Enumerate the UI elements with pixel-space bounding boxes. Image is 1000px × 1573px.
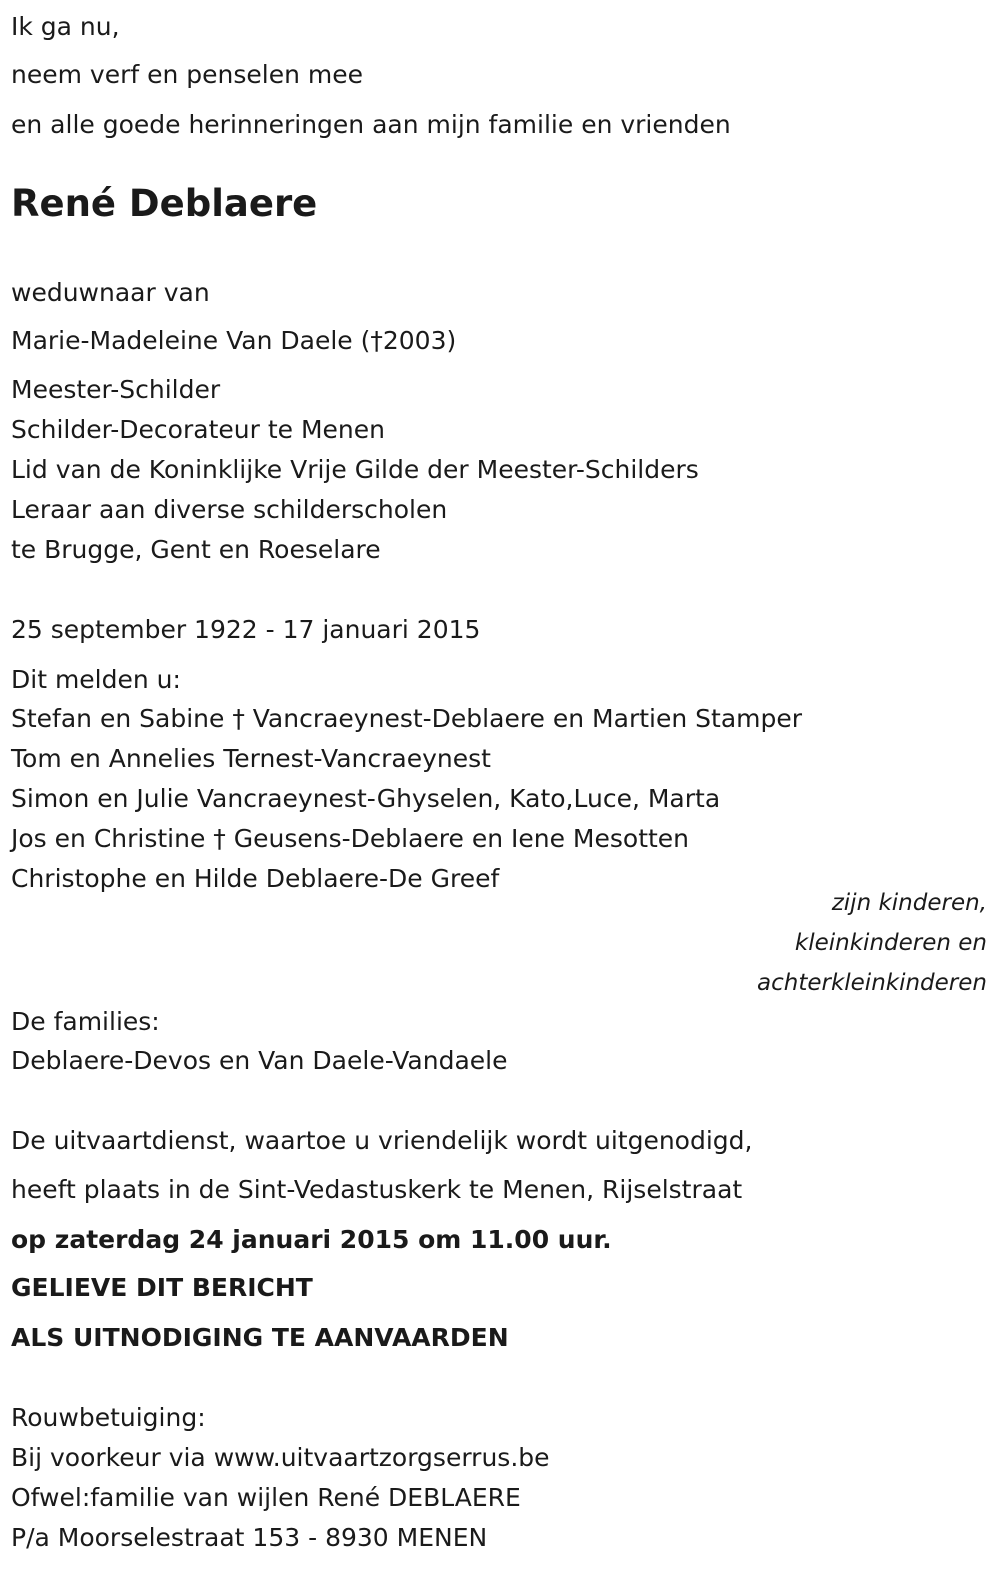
poem-line-3: en alle goede herinneringen aan mijn familie en vrienden <box>11 110 731 139</box>
condolence-intro: Rouwbetuiging: <box>11 1403 206 1432</box>
announcer-line-1: Stefan en Sabine † Vancraeynest-Deblaere en Martien Stamper <box>11 704 803 733</box>
title-line-4: Leraar aan diverse schilderscholen <box>11 495 448 524</box>
poem-line-1: Ik ga nu, <box>11 12 120 41</box>
announcer-line-4: Jos en Christine † Geusens-Deblaere en Iene Mesotten <box>11 824 690 853</box>
service-line-2: heeft plaats in de Sint-Vedastuskerk te Menen, Rijselstraat <box>11 1175 743 1204</box>
announcer-line-5: Christophe en Hilde Deblaere-De Greef <box>11 864 500 893</box>
title-line-2: Schilder-Decorateur te Menen <box>11 415 385 444</box>
service-line-1: De uitvaartdienst, waartoe u vriendelijk wordt uitgenodigd, <box>11 1126 753 1155</box>
announcers-intro: Dit melden u: <box>11 665 181 694</box>
relation-line-3: achterkleinkinderen <box>757 970 987 996</box>
spouse-name: Marie-Madeleine Van Daele (†2003) <box>11 326 457 355</box>
life-dates: 25 september 1922 - 17 januari 2015 <box>11 615 481 644</box>
deceased-name: René Deblaere <box>11 182 318 225</box>
families-intro: De families: <box>11 1007 160 1036</box>
relation-line-1: zijn kinderen, <box>831 890 987 916</box>
announcer-line-3: Simon en Julie Vancraeynest-Ghyselen, Kato,Luce, Marta <box>11 784 721 813</box>
condolence-address: P/a Moorselestraat 153 - 8930 MENEN <box>11 1523 488 1552</box>
condolence-recipient: Ofwel:familie van wijlen René DEBLAERE <box>11 1483 521 1512</box>
families-names: Deblaere-Devos en Van Daele-Vandaele <box>11 1046 508 1075</box>
service-time: op zaterdag 24 januari 2015 om 11.00 uur. <box>11 1225 612 1254</box>
announcer-line-2: Tom en Annelies Ternest-Vancraeynest <box>11 744 491 773</box>
title-line-1: Meester-Schilder <box>11 375 221 404</box>
spouse-intro: weduwnaar van <box>11 278 210 307</box>
title-line-5: te Brugge, Gent en Roeselare <box>11 535 381 564</box>
poem-line-2: neem verf en penselen mee <box>11 60 364 89</box>
title-line-3: Lid van de Koninklijke Vrije Gilde der Meester-Schilders <box>11 455 699 484</box>
invitation-line-2: ALS UITNODIGING TE AANVAARDEN <box>11 1323 509 1352</box>
invitation-line-1: GELIEVE DIT BERICHT <box>11 1273 313 1302</box>
relation-line-2: kleinkinderen en <box>794 930 987 956</box>
condolence-website: Bij voorkeur via www.uitvaartzorgserrus.be <box>11 1443 550 1472</box>
